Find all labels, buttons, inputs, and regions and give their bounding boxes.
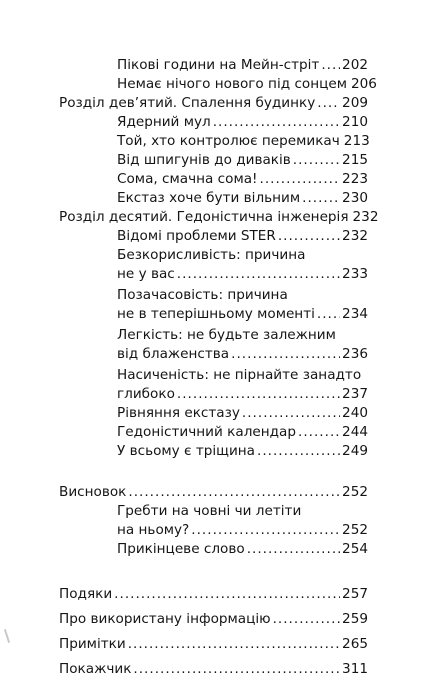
toc-entry-title: Сома, смачна сома! bbox=[117, 171, 258, 187]
toc-entry bbox=[117, 265, 368, 284]
toc-entry-page: 252 bbox=[342, 522, 368, 538]
toc-entry-title: Покажчик bbox=[59, 661, 132, 677]
dot-leader bbox=[242, 404, 340, 423]
toc-entry-title: не у вас bbox=[117, 266, 175, 282]
toc-chapter-entry bbox=[59, 585, 368, 604]
toc-entry-title: Висновок bbox=[59, 484, 127, 500]
toc-entry-page: 230 bbox=[342, 190, 368, 206]
toc-entry-title-line1: Безкорисливість: причина bbox=[117, 247, 306, 263]
toc-entry-page: 311 bbox=[342, 661, 368, 677]
toc-entry-title: Подяки bbox=[59, 586, 113, 602]
toc-entry-page: 257 bbox=[342, 586, 368, 602]
toc-entry-title: Рівняння екстазу bbox=[117, 405, 240, 421]
toc-entry-title: Той, хто контролює перемикач bbox=[117, 133, 340, 149]
dot-leader bbox=[298, 423, 340, 442]
toc-entry bbox=[117, 75, 377, 94]
toc-entry bbox=[117, 345, 368, 364]
dot-leader bbox=[293, 151, 340, 170]
dot-leader bbox=[278, 227, 340, 246]
toc-entry-title-line1: Гребти на човні чи летіти bbox=[117, 503, 302, 519]
dot-leader bbox=[191, 521, 340, 540]
toc-entry bbox=[117, 404, 368, 423]
dot-leader bbox=[231, 345, 340, 364]
toc-entry bbox=[117, 113, 368, 132]
dot-leader bbox=[133, 660, 340, 679]
dot-leader bbox=[273, 610, 340, 629]
toc-entry-page: 210 bbox=[342, 114, 368, 130]
toc-entry-page: 234 bbox=[342, 306, 368, 322]
toc-entry-page: 254 bbox=[342, 541, 368, 557]
toc-chapter-entry bbox=[59, 208, 379, 227]
toc-entry-page: 206 bbox=[351, 76, 377, 92]
dot-leader bbox=[213, 113, 340, 132]
dot-leader bbox=[302, 189, 340, 208]
toc-entry-title: Екстаз хоче бути вільним bbox=[117, 190, 301, 206]
dot-leader bbox=[321, 56, 340, 75]
toc-entry bbox=[117, 227, 368, 246]
toc-entry-title: Про використану інформацію bbox=[59, 611, 271, 627]
page-edge-mark bbox=[4, 629, 10, 643]
toc-entry bbox=[117, 442, 368, 461]
toc-entry-title: Відомі проблеми STER bbox=[117, 228, 276, 244]
toc-entry-page: 244 bbox=[342, 424, 368, 440]
toc-entry-page: 223 bbox=[342, 171, 368, 187]
toc-entry-title: Прикінцеве слово bbox=[117, 541, 245, 557]
dot-leader bbox=[114, 585, 340, 604]
dot-leader bbox=[247, 540, 340, 559]
toc-entry-title: Немає нічого нового під сонцем bbox=[117, 76, 347, 92]
toc-entry-page: 252 bbox=[342, 484, 368, 500]
toc-entry-page: 249 bbox=[342, 443, 368, 459]
toc-entry-page: 209 bbox=[342, 95, 368, 111]
toc-entry bbox=[117, 521, 368, 540]
dot-leader bbox=[317, 305, 340, 324]
dot-leader bbox=[317, 94, 340, 113]
toc-entry-page: 232 bbox=[342, 228, 368, 244]
toc-entry-title: на ньому? bbox=[117, 522, 190, 538]
dot-leader bbox=[260, 170, 341, 189]
toc-entry-page: 259 bbox=[342, 611, 368, 627]
toc-entry-title: глибоко bbox=[117, 386, 175, 402]
toc-entry-page: 202 bbox=[342, 57, 368, 73]
toc-entry-page: 213 bbox=[343, 133, 370, 149]
toc-entry-title-line1: Легкість: не будьте залежним bbox=[117, 327, 336, 343]
toc-entry-title: від блаженства bbox=[117, 346, 230, 362]
toc-chapter-entry bbox=[59, 483, 368, 502]
toc-entry-page: 233 bbox=[342, 266, 368, 282]
toc-entry-title: Розділ дев’ятий. Спалення будинку bbox=[59, 95, 316, 111]
toc-entry-title-line1: Насиченість: не пірнайте занадто bbox=[117, 367, 362, 383]
toc-entry-page: 232 bbox=[352, 209, 379, 225]
toc-entry bbox=[117, 385, 368, 404]
toc-entry-page: 237 bbox=[342, 386, 368, 402]
toc-entry-title: Гедоністичний календар bbox=[117, 424, 297, 440]
toc-entry-title: Розділ десятий. Гедоністична інженерія bbox=[59, 209, 349, 225]
dot-leader bbox=[128, 635, 340, 654]
toc-chapter-entry bbox=[59, 610, 368, 629]
dot-leader bbox=[128, 483, 340, 502]
toc-entry bbox=[117, 423, 368, 442]
toc-entry bbox=[117, 56, 368, 75]
toc-entry-title-line1: Позачасовість: причина bbox=[117, 287, 288, 303]
toc-entry-page: 215 bbox=[342, 152, 368, 168]
toc-chapter-entry bbox=[59, 660, 368, 679]
toc-entry-title: Від шпигунів до диваків bbox=[117, 152, 291, 168]
toc-entry-title: У всьому є тріщина bbox=[117, 443, 256, 459]
toc-entry-page: 240 bbox=[342, 405, 368, 421]
toc-entry-page: 236 bbox=[342, 346, 368, 362]
toc-chapter-entry bbox=[59, 635, 368, 654]
toc-entry bbox=[117, 151, 368, 170]
toc-entry-title: Пікові години на Мейн-стріт bbox=[117, 57, 320, 73]
toc-entry-title: не в теперішньому моменті bbox=[117, 306, 315, 322]
toc-chapter-entry bbox=[59, 94, 368, 113]
dot-leader bbox=[177, 385, 340, 404]
toc-entry bbox=[117, 305, 368, 324]
toc-entry-title: Ядерний мул bbox=[117, 114, 211, 130]
toc-entry bbox=[117, 132, 368, 151]
toc-entry bbox=[117, 540, 368, 559]
toc-entry bbox=[117, 170, 368, 189]
dot-leader bbox=[257, 442, 340, 461]
dot-leader bbox=[177, 265, 340, 284]
toc-entry-title: Примітки bbox=[59, 636, 126, 652]
toc-entry-page: 265 bbox=[342, 636, 368, 652]
toc-entry bbox=[117, 189, 368, 208]
